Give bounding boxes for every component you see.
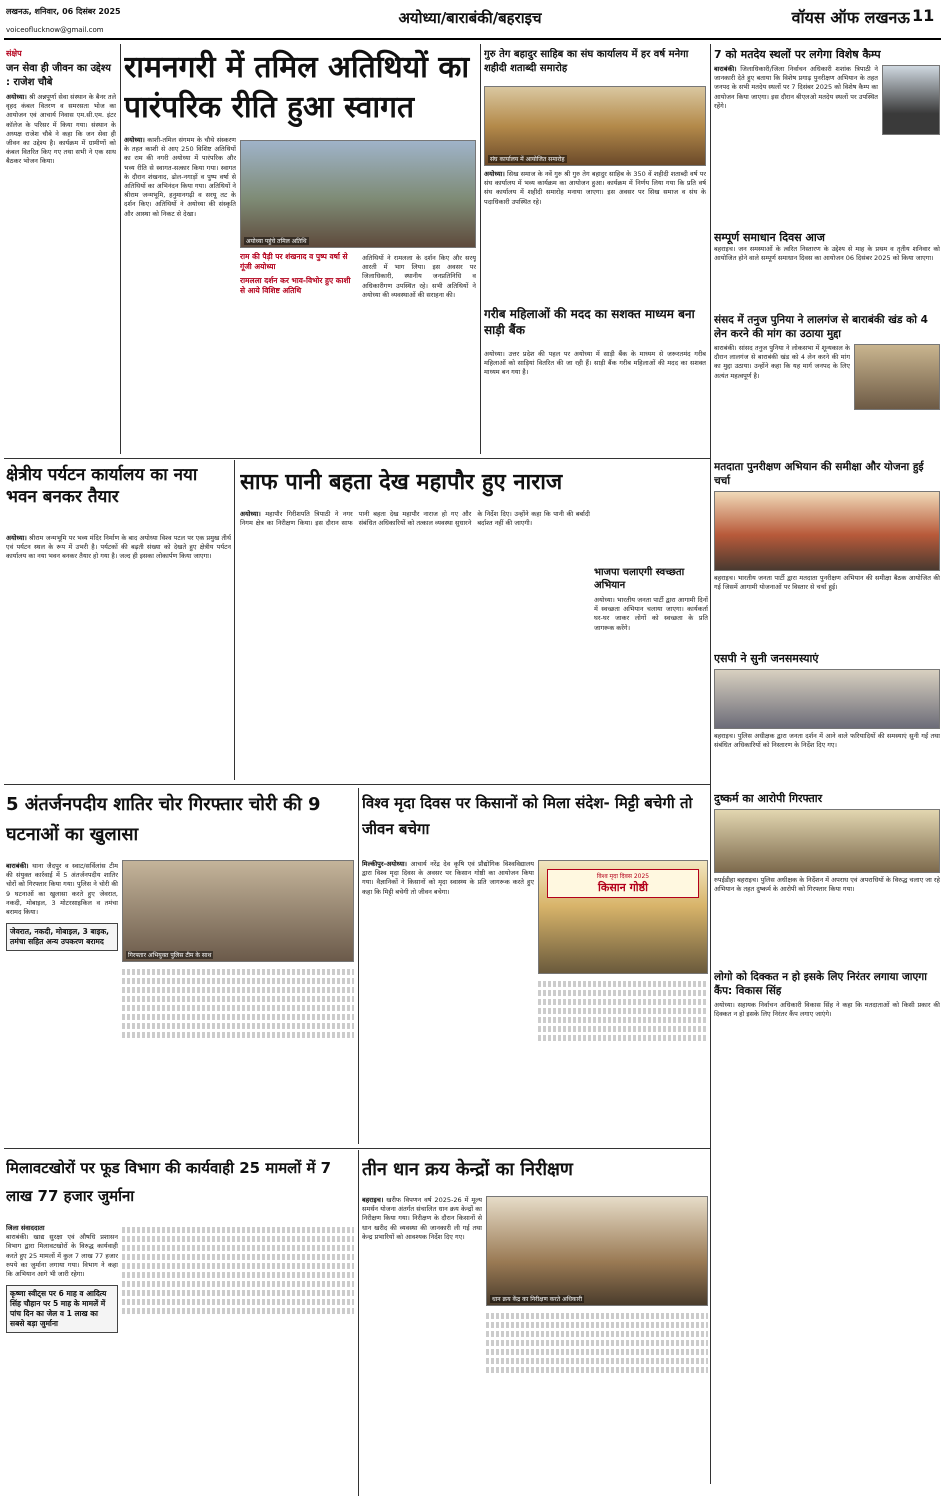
right-body-6: रुपईडीहा बहराइच। पुलिस अधीक्षक के निर्देशन में अपराध एवं अपराधियों के विरुद्ध चलाए जा रहे अभियान के तहत दुष्कर्म के आरोपी को गिरफ्तार किया गया। <box>714 876 940 894</box>
article2-body2-block <box>484 350 706 454</box>
page-number: 11 <box>912 6 935 25</box>
article8-photo-caption: धान क्रय केंद्र का निरीक्षण करते अधिकारी <box>492 1296 583 1303</box>
article4-body-block <box>240 510 590 780</box>
right-headline-2: सम्पूर्ण समाधान दिवस आज <box>714 231 825 244</box>
article4-subheadline: भाजपा चलाएगी स्वच्छता अभियान <box>594 567 685 591</box>
article6-photo <box>538 860 708 974</box>
right-body-7: अयोध्या। सहायक निर्वाचन अधिकारी विकास सिंह ने कहा कि मतदाताओं को किसी प्रकार की दिक्कत न हो इसके लिए निरंतर कैंप लगाए जाएंगे। <box>714 1001 940 1019</box>
article3-body: श्रीराम जन्मभूमि पर भव्य मंदिर निर्माण के बाद अयोध्या विश्व पटल पर एक प्रमुख तीर्थ एवं पर्यटन स्थल के रूप में उभरी है। पर्यटकों की बढ़ती संख्या को देखते हुए क्षेत्रीय पर्यटन कार्यालय का नया भवन बनकर तैयार हो गया है। जल्द ही इसका लोकार्पण किया जाएगा। <box>6 534 231 561</box>
article1-bullet-2: रामलला दर्शन कर भाव-विभोर हुए काशी से आये विशिष्ट अतिथि <box>240 276 351 295</box>
right-headline-5: एसपी ने सुनी जनसमस्याएं <box>714 652 819 665</box>
article8-col1 <box>362 1196 482 1496</box>
contact-email[interactable]: voiceoflucknow@gmail.com <box>6 26 104 34</box>
article3-body-block <box>6 534 231 784</box>
article5-headline: 5 अंतर्जनपदीय शातिर चोर गिरफ्तार चोरी की 9 घटनाओं का खुलासा <box>6 794 321 845</box>
sp-janata-photo <box>714 669 940 729</box>
article5-photo <box>122 860 354 962</box>
right-headline-6: दुष्कर्म का आरोपी गिरफ्तार <box>714 792 823 805</box>
article1-bullets <box>240 252 358 452</box>
article7-col1 <box>6 1224 118 1494</box>
article5-dateline: बाराबंकी। <box>6 862 29 870</box>
article2-body-block <box>484 170 706 300</box>
right-body-2: बहराइच। जन समस्याओं के त्वरित निस्तारण के उद्देश्य से माह के प्रथम व तृतीय शनिवार को आयोजित होने वाले सम्पूर्ण समाधान दिवस का आयोजन 06 दिसंबर 2025 को किया जाएगा। <box>714 245 940 263</box>
article5-photo-caption: गिरफ्तार अभियुक्त पुलिस टीम के साथ <box>128 952 212 959</box>
article3-dateline: अयोध्या। <box>6 534 27 542</box>
tag-label: संक्षेप <box>6 49 22 58</box>
left-body: श्री अन्नपूर्णा सेवा संस्थान के बैनर तले वृहद कंबल वितरण व समरसता भोज का आयोजन एवं आचार्य निवास एम.सी.एम. इंटर कॉलेज के परिसर में किया गया। संस्थान के अध्यक्ष राजेश चौबे ने कहा कि जन सेवा ही जीवन का उद्देश्य है। कार्यक्रम में ग्रामीणों को कंबल वितरित किए गए तथा सभी ने एक साथ बैठकर भोजन किया। <box>6 93 116 166</box>
right-headline-4: मतदाता पुनरीक्षण अभियान की समीक्षा और योजना हुई चर्चा <box>714 461 924 487</box>
article1-photo <box>240 140 476 248</box>
article6-col2 <box>538 978 708 1144</box>
article5-highlight: जेवरात, नकदी, मोबाइल, 3 बाइक, तमंचा सहित अन्य उपकरण बरामद <box>6 923 118 951</box>
article1-col1 <box>124 136 236 456</box>
article6-dateline: मिल्कीपुर-अयोध्या। <box>362 860 408 868</box>
article6-banner-sub: विश्व मृदा दिवस 2025 <box>596 873 650 880</box>
mp-speech-photo <box>854 344 940 410</box>
article4-dateline: अयोध्या। <box>240 510 261 518</box>
article8-col2 <box>486 1310 708 1496</box>
article7-dateline: जिला संवाददाता <box>6 1224 45 1232</box>
article4-body: महापौर गिरीशपति त्रिपाठी ने नगर निगम क्षेत्र का निरीक्षण किया। इस दौरान साफ पानी बहता देख महापौर नाराज हो गए और संबंधित अधिकारियों को तत्काल व्यवस्था सुधारने के निर्देश दिए। उन्होंने कहा कि पानी की बर्बादी बर्दाश्त नहीं की जाएगी। <box>240 510 590 528</box>
article6-body: आचार्य नरेंद्र देव कृषि एवं प्रौद्योगिक विश्वविद्यालय द्वारा विश्व मृदा दिवस के अवसर पर किसान गोष्ठी का आयोजन किया गया। वैज्ञानिकों ने किसानों को मृदा स्वास्थ्य के प्रति जागरूक करते हुए कहा कि मिट्टी बचेगी तो जीवन बचेगा। <box>362 860 534 896</box>
article2-dateline: अयोध्या। <box>484 170 505 178</box>
article8-headline: तीन धान क्रय केन्द्रों का निरीक्षण <box>362 1159 573 1180</box>
article1-headline: रामनगरी में तमिल अतिथियों का पारंपरिक रीति हुआ स्वागत <box>124 50 470 125</box>
article7-headline: मिलावटखोरों पर फूड विभाग की कार्यवाही 25 मामलों में 7 लाख 77 हजार जुर्माना <box>6 1159 332 1205</box>
article6-col1 <box>362 860 534 1144</box>
article2-photo-caption: संघ कार्यालय में आयोजित समारोह <box>490 156 565 163</box>
article4-headline: साफ पानी बहता देख महापौर हुए नाराज <box>240 470 563 495</box>
article1-body2: अतिथियों ने रामलला के दर्शन किए और सरयू आरती में भाग लिया। इस अवसर पर जिलाधिकारी, स्थानीय जनप्रतिनिधि व अधिकारीगण उपस्थित रहे। सभी अतिथियों ने अयोध्या की व्यवस्थाओं की सराहना की। <box>362 254 476 299</box>
right-body-4: बहराइच। भारतीय जनता पार्टी द्वारा मतदाता पुनरीक्षण अभियान की समीक्षा बैठक आयोजित की गई जिसमें आगामी योजनाओं पर विस्तार से चर्चा हुई। <box>714 574 940 592</box>
right-body-1: जिलाधिकारी/जिला निर्वाचन अधिकारी शशांक त्रिपाठी ने जानकारी देते हुए बताया कि विशेष प्रगाढ़ पुनरीक्षण अभियान के तहत जनपद के सभी मतदेय स्थलों पर 7 दिसंबर 2025 को विशेष कैम्प का आयोजन किया जाएगा। इस दौरान बीएलओ मतदेय स्थलों पर उपस्थित रहेंगे। <box>714 65 878 110</box>
article7-col2 <box>122 1224 354 1494</box>
article1-dateline: अयोध्या। <box>124 136 145 144</box>
article8-body: खरीफ विपणन वर्ष 2025-26 में मूल्य समर्थन योजना अंतर्गत संचालित धान क्रय केन्द्रों का निरीक्षण किया गया। निरीक्षण के दौरान किसानों से धान खरीद की व्यवस्था की जानकारी ली गई तथा केन्द्र प्रभारियों को आवश्यक निर्देश दिए गए। <box>362 1196 482 1241</box>
article6-banner: किसान गोष्ठी <box>598 881 648 894</box>
article6-headline: विश्व मृदा दिवस पर किसानों को मिला संदेश- मिट्टी बचेगी तो जीवन बचेगा <box>362 794 693 838</box>
right-body-5: बहराइच। पुलिस अधीक्षक द्वारा जनता दर्शन में आने वाले फरियादियों की समस्याएं सुनी गईं तथा संबंधित अधिकारियों को निस्तारण के निर्देश दिए गए। <box>714 732 940 750</box>
left-headline: जन सेवा ही जीवन का उद्देश्य : राजेश चौबे <box>6 63 111 88</box>
section-title: अयोध्या/बाराबंकी/बहराइच <box>398 9 542 27</box>
article2-subheadline: गरीब महिलाओं की मदद का सशक्त माध्यम बना साड़ी बैंक <box>484 307 695 337</box>
article8-photo <box>486 1196 708 1306</box>
brand-name: वॉयस ऑफ लखनऊ <box>791 8 910 27</box>
arrest-photo <box>714 809 940 873</box>
article2-body2: अयोध्या। उत्तर प्रदेश की पहल पर अयोध्या में साड़ी बैंक के माध्यम से जरूरतमंद गरीब महिलाओं को साड़ियां वितरित की जा रही हैं। साड़ी बैंक गरीब महिलाओं की मदद का सशक्त माध्यम बन गया है। <box>484 350 706 377</box>
article7-body: बाराबंकी। खाद्य सुरक्षा एवं औषधि प्रशासन विभाग द्वारा मिलावटखोरों के विरुद्ध कार्यवाही करते हुए 25 मामलों में कुल 7 लाख 77 हजार रुपये का जुर्माना लगाया गया। विभाग ने कहा कि अभियान आगे भी जारी रहेगा। <box>6 1233 118 1279</box>
article2-headline: गुरु तेग बहादुर साहिब का संघ कार्यालय में हर वर्ष मनेगा शहीदी शताब्दी समारोह <box>484 49 689 74</box>
right-column <box>714 48 940 1488</box>
article1-body: काशी-तमिल संगमम के चौथे संस्करण के तहत काशी से आए 250 विशिष्ट अतिथियों का राम की नगरी अयोध्या में पारंपरिक और भव्य रीति से स्वागत-सत्कार किया गया। स्वागत के दौरान शंखनाद, ढोल-नगाड़ों व पुष्प वर्षा से अतिथियों का अभिनंदन किया गया। अतिथियों ने श्रीराम जन्मभूमि, हनुमानगढ़ी व सरयू तट के दर्शन किए। अतिथियों ने अयोध्या की संस्कृति और आस्था को निकट से देखा। <box>124 136 236 218</box>
article4-sidebar <box>594 566 708 776</box>
left-dateline: अयोध्या। <box>6 93 27 101</box>
article8-dateline: बहराइच। <box>362 1196 384 1204</box>
article1-photo-caption: अयोध्या पहुंचे तमिल अतिथि <box>246 238 307 245</box>
article7-box: कृष्णा स्वीट्स पर 6 माह व आदित्य सिंह चौहान पर 5 माह के मामलें में पांच दिन का जेल व 1 लाख का सबसे बड़ा जुर्माना <box>6 1285 118 1333</box>
article3-headline: क्षेत्रीय पर्यटन कार्यालय का नया भवन बनकर तैयार <box>6 465 198 507</box>
right-dateline-1: बाराबंकी। <box>714 65 737 73</box>
dm-portrait-photo <box>882 65 940 135</box>
article2-body: सिख समाज के नवें गुरु श्री गुरु तेग बहादुर साहिब के 350 वें शहीदी शताब्दी वर्ष पर संघ कार्यालय में भव्य कार्यक्रम का आयोजन हुआ। कार्यक्रम में निर्णय लिया गया कि प्रति वर्ष संघ कार्यालय में शहीदी समारोह मनाया जाएगा। इस अवसर पर सिख समाज व संघ के पदाधिकारी उपस्थित रहे। <box>484 170 706 206</box>
article5-body: थाना जैदपुर व स्वाट/सर्विलांस टीम की संयुक्त कार्रवाई में 5 अंतर्जनपदीय शातिर चोरों को गिरफ्तार किया गया। पुलिस ने चोरी की 9 घटनाओं का खुलासा करते हुए जेवरात, नकदी, मोबाइल, 3 मोटरसाइकिल व तमंचा बरामद किया। <box>6 862 118 917</box>
article1-col3 <box>362 254 476 454</box>
article2-photo <box>484 86 706 166</box>
right-headline-7: लोगो को दिक्कत न हो इसके लिए निरंतर लगाया जाएगा कैंप: विकास सिंह <box>714 971 927 997</box>
right-headline-3: संसद में तनुज पुनिया ने लालगंज से बाराबंकी खंड को 4 लेन करने की मांग का उठाया मुद्दा <box>714 314 928 340</box>
article5-col2 <box>122 966 354 1146</box>
article5-col1 <box>6 862 118 1142</box>
article4-sub-body: अयोध्या। भारतीय जनता पार्टी द्वारा आगामी दिनों में स्वच्छता अभियान चलाया जाएगा। कार्यकर्ता घर-घर जाकर लोगों को स्वच्छता के प्रति जागरूक करेंगे। <box>594 596 708 632</box>
meeting-photo <box>714 491 940 571</box>
right-headline-1: 7 को मतदेय स्थलों पर लगेगा विशेष कैम्प <box>714 48 881 61</box>
article1-bullet-1: राम की पैड़ी पर शंखनाद व पुष्प वर्षा से गूंजी अयोध्या <box>240 252 348 271</box>
right-body-3: बाराबंकी। सांसद तनुज पुनिया ने लोकसभा में शून्यकाल के दौरान लालगंज से बाराबंकी खंड को 4 लेन करने की मांग का मुद्दा उठाया। उन्होंने कहा कि यह मार्ग जनपद के लिए अत्यंत महत्वपूर्ण है। <box>714 344 850 380</box>
issue-date: लखनऊ, शनिवार, 06 दिसंबर 2025 <box>6 7 121 16</box>
